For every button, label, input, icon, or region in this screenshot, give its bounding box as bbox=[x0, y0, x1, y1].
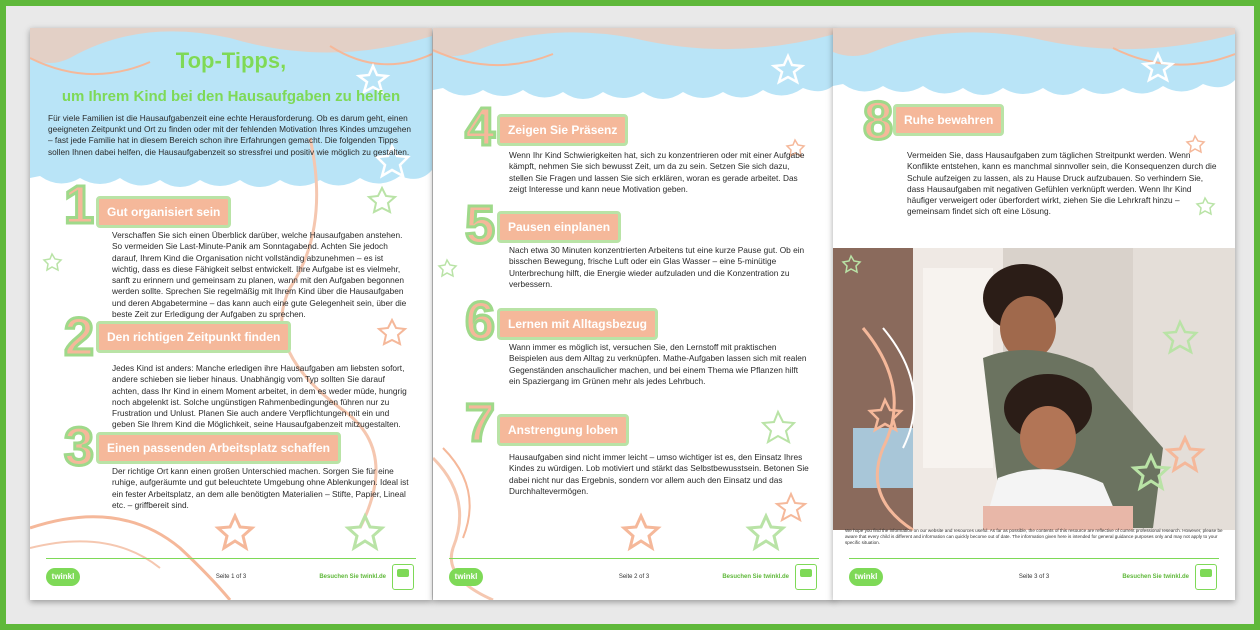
document-page-1 bbox=[30, 28, 432, 600]
tip-1-number: 1 bbox=[64, 175, 95, 235]
tip-7-number: 7 bbox=[465, 393, 496, 453]
tip-3-number: 3 bbox=[64, 417, 95, 477]
page-3-footer bbox=[833, 558, 1235, 600]
tip-5-number: 5 bbox=[465, 195, 496, 255]
tip-6-number: 6 bbox=[465, 291, 496, 351]
document-page-2 bbox=[433, 28, 835, 600]
tip-7-text: Hausaufgaben sind nicht immer leicht – umso wichtiger ist es, den Einsatz Ihres Kindes zu würdigen. Lob motiviert und stärkt das Selbstbewusstsein. Betonen Sie dabei nicht nur das Ergebnis, sondern vor allem auch den Einsatz und das Durchhaltevermögen. bbox=[509, 452, 809, 496]
tip-2-number: 2 bbox=[64, 307, 95, 367]
twinkl-logo: twinkl bbox=[849, 568, 883, 586]
page-3-number: Seite 3 of 3 bbox=[1018, 574, 1050, 580]
tip-4-number: 4 bbox=[465, 97, 496, 157]
document-subtitle: um Ihrem Kind bei den Hausaufgaben zu helfen bbox=[61, 88, 401, 105]
tip-2-text: Jedes Kind ist anders: Manche erledigen ihre Hausaufgaben am liebsten sofort, andere schieben sie lieber hinaus. Unabhängig vom Typ sollten Sie darauf achten, dass Ihr Kind in einem Moment arbeitet, in dem es weder müde, hungrig noch abgelenkt ist. Solche ungünstigen Rahmenbedingungen führen nur zu Frustration und Unlust. Planen Sie auch andere Verpflichtungen mit ein und geben Sie Ihrem Kind die Möglichkeit, seine Hausaufgabenzeit mitzugestalten. bbox=[112, 363, 407, 430]
footer-divider bbox=[449, 558, 819, 559]
tip-1-text: Verschaffen Sie sich einen Überblick darüber, welche Hausaufgaben anstehen. So vermeiden Sie Last-Minute-Panik am Sonntagabend. Achten Sie jedoch darauf, Ihrem Kind die Organisation nicht vollständig abzunehmen – es ist wichtig, dass es diese Fähigkeit selbst entwickelt. Ihre Aufgabe ist es vielmehr, sanft zu erinnern und gemeinsam zu planen, wann mit den Aufgaben begonnen werden sollte. Sprechen Sie regelmäßig mit Ihrem Kind über die Hausaufgaben und deren Abgabetermine – das kann auch eine gute Gelegenheit sein, über die beste Zeit zur Erledigung der Aufgaben zu sprechen. bbox=[112, 230, 407, 320]
tip-3-title: Einen passenden Arbeitsplatz schaffen bbox=[96, 432, 341, 464]
mother-child-homework-photo bbox=[833, 248, 1235, 550]
page-2-footer bbox=[433, 558, 835, 600]
twinkl-logo: twinkl bbox=[449, 568, 483, 586]
page-2-number: Seite 2 of 3 bbox=[618, 574, 650, 580]
quality-badge-icon bbox=[392, 564, 414, 590]
visit-link[interactable]: Besuchen Sie twinkl.de bbox=[319, 574, 386, 580]
tip-5-title: Pausen einplanen bbox=[497, 211, 621, 243]
tip-3-text: Der richtige Ort kann einen großen Unterschied machen. Sorgen Sie für eine ruhige, aufgeräumte und gut beleuchtete Umgebung ohne Ablenkungen. Ideal ist ein fester Arbeitsplatz, an dem alle benötigten Materialien – Stifte, Papier, Lineal etc. – griffbereit sind. bbox=[112, 466, 409, 510]
visit-link[interactable]: Besuchen Sie twinkl.de bbox=[1122, 574, 1189, 580]
footer-divider bbox=[46, 558, 416, 559]
intro-paragraph: Für viele Familien ist die Hausaufgabenzeit eine echte Herausforderung. Ob es darum geht, einen geeigneten Zeitpunkt und Ort zu finden oder mit der fehlenden Motivation Ihres Kindes umzugehen – fast jede Familie hat in diesem Bereich schon ihre Erfahrungen gemacht. Die folgenden Tipps sollen Ihnen dabei helfen, die Hausaufgabenzeit so stressfrei und positiv wie möglich zu gestalten. bbox=[48, 113, 411, 157]
twinkl-logo: twinkl bbox=[46, 568, 80, 586]
tip-8-number: 8 bbox=[863, 91, 894, 151]
tip-8-title: Ruhe bewahren bbox=[893, 104, 1004, 136]
page-1-number: Seite 1 of 3 bbox=[215, 574, 247, 580]
tip-2-title: Den richtigen Zeitpunkt finden bbox=[96, 321, 291, 353]
quality-badge-icon bbox=[795, 564, 817, 590]
quality-badge-icon bbox=[1195, 564, 1217, 590]
footer-divider bbox=[849, 558, 1219, 559]
document-title: Top-Tipps, bbox=[175, 48, 287, 73]
tip-6-text: Wann immer es möglich ist, versuchen Sie, den Lernstoff mit praktischen Beispielen aus dem Alltag zu verknüpfen. Mathe-Aufgaben lassen sich mit realen Gegenständen anschaulicher machen, und bei einem Thema wie Pflanzen hilft ein Spaziergang im Grünen mehr als jedes Lehrbuch. bbox=[509, 342, 807, 386]
tip-6-title: Lernen mit Alltagsbezug bbox=[497, 308, 658, 340]
tip-8-text: Vermeiden Sie, dass Hausaufgaben zum täglichen Streitpunkt werden. Wenn Konflikte entstehen, kann es manchmal sinnvoller sein, die Konsequenzen durch die Schule aufzeigen zu lassen, als zu Hause Druck aufzubauen. So verhindern Sie, dass Hausaufgaben mit negativen Gefühlen verknüpft werden. Wenn Ihr Kind häufiger verweigert oder überfordert wirkt, ziehen Sie die Lehrkraft hinzu – gemeinsam findet sich oft eine Lösung. bbox=[907, 150, 1217, 217]
page-1-footer bbox=[30, 558, 432, 600]
tip-4-text: Wenn Ihr Kind Schwierigkeiten hat, sich zu konzentrieren oder mit einer Aufgabe kämpft, nehmen Sie sich bewusst Zeit, um da zu sein. Setzen Sie sich dazu, stellen Sie Fragen und lassen Sie sich erklären, woran es gerade arbeitet. Das zeigt Interesse und kann neue Motivation geben. bbox=[509, 150, 805, 194]
tip-4-title: Zeigen Sie Präsenz bbox=[497, 114, 628, 146]
tip-1-title: Gut organisiert sein bbox=[96, 196, 231, 228]
tip-5-text: Nach etwa 30 Minuten konzentrierten Arbeitens tut eine kurze Pause gut. Ob ein bisschen Bewegung, frische Luft oder ein Glas Wasser – eine 5-minütige Unterbrechung hilft, die Energie wieder aufzuladen und die Konzentration zu verbessern. bbox=[509, 245, 805, 289]
visit-link[interactable]: Besuchen Sie twinkl.de bbox=[722, 574, 789, 580]
disclaimer-text: We hope you find the information on our website and resources useful. As far as possible, the contents of this resource are reflective of current professional research. However, please be aware that every child is different and information can quickly become out of date. The information given here is intended for general guidance purposes only and may not apply to your specific situation. bbox=[845, 528, 1223, 545]
tip-7-title: Anstrengung loben bbox=[497, 414, 629, 446]
document-page-3 bbox=[833, 28, 1235, 600]
